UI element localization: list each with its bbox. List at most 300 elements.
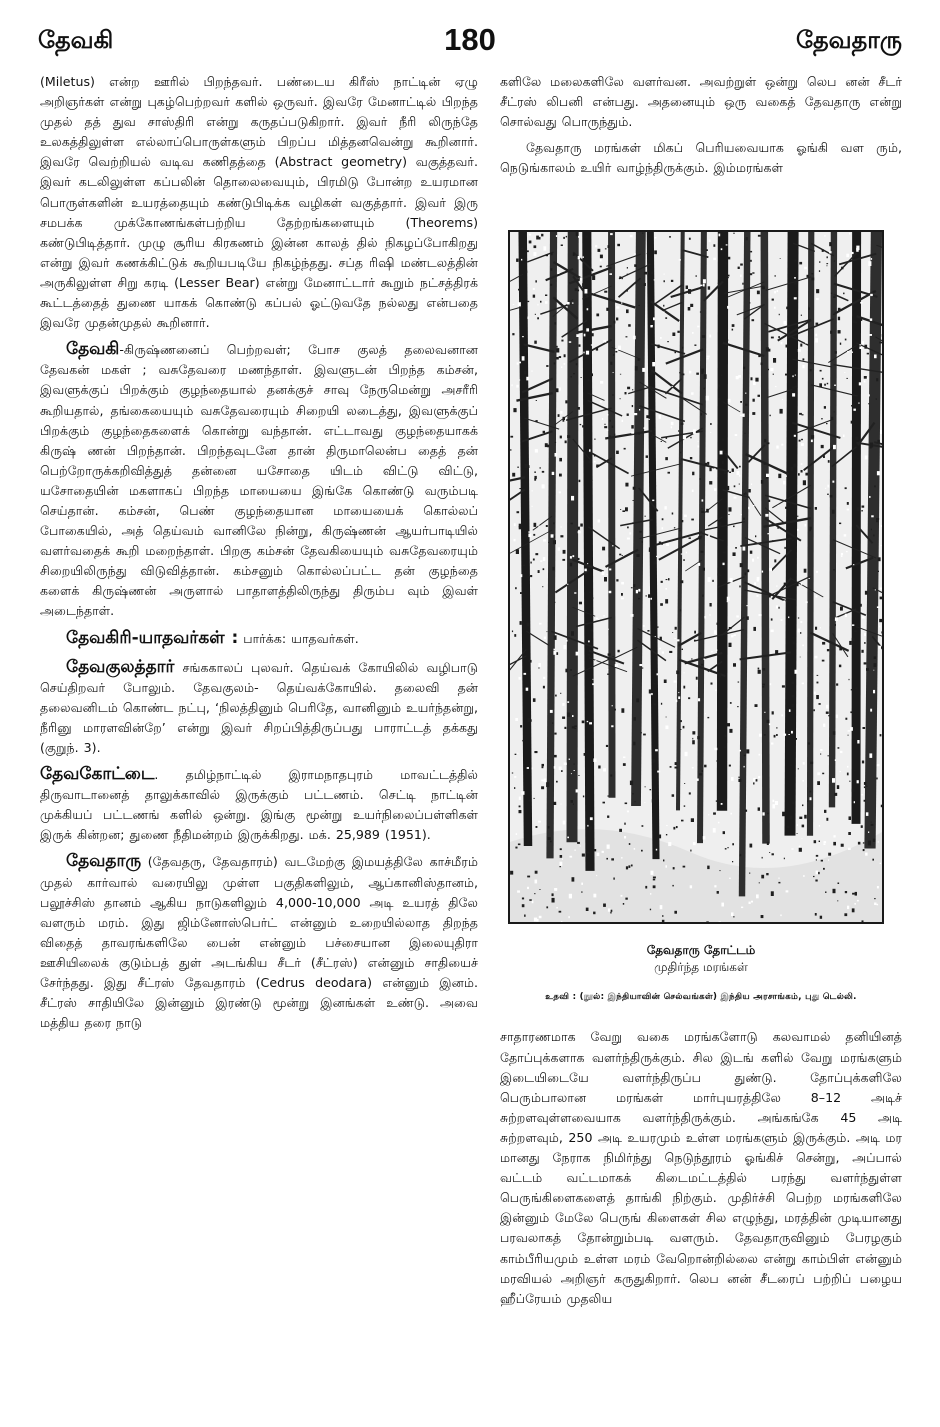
halftone-speckle: [721, 375, 723, 376]
halftone-speckle: [515, 718, 518, 721]
halftone-speckle: [530, 575, 532, 577]
halftone-speckle: [688, 290, 691, 295]
halftone-speckle: [552, 723, 553, 725]
halftone-speckle: [740, 415, 743, 417]
halftone-speckle: [598, 619, 599, 620]
halftone-speckle: [546, 525, 548, 527]
halftone-speckle: [746, 750, 749, 754]
halftone-speckle: [622, 511, 625, 513]
halftone-speckle: [856, 246, 859, 251]
halftone-speckle: [535, 314, 536, 315]
halftone-speckle: [804, 267, 807, 269]
halftone-speckle: [649, 419, 650, 420]
halftone-speckle: [832, 510, 835, 514]
halftone-speckle: [689, 538, 691, 540]
halftone-speckle: [669, 236, 671, 238]
halftone-speckle: [855, 595, 856, 596]
halftone-speckle: [794, 406, 795, 407]
halftone-speckle: [852, 789, 855, 792]
halftone-speckle: [796, 445, 797, 446]
halftone-speckle: [562, 704, 564, 707]
halftone-speckle: [741, 514, 742, 515]
halftone-speckle: [823, 724, 825, 727]
halftone-speckle: [598, 766, 600, 769]
halftone-speckle: [873, 670, 874, 671]
halftone-speckle: [582, 426, 585, 428]
halftone-speckle: [721, 249, 723, 251]
halftone-speckle: [538, 668, 539, 669]
halftone-speckle: [820, 628, 821, 629]
halftone-speckle: [604, 577, 607, 582]
halftone-speckle: [584, 569, 586, 572]
halftone-speckle: [752, 273, 754, 274]
halftone-speckle: [817, 782, 820, 786]
halftone-speckle: [641, 850, 643, 852]
entry-devagiri-body: பார்க்க: யாதவர்கள்.: [243, 630, 359, 646]
halftone-speckle: [865, 853, 868, 856]
halftone-speckle: [880, 597, 882, 600]
halftone-speckle: [731, 778, 734, 782]
halftone-speckle: [715, 690, 716, 692]
halftone-speckle: [524, 673, 527, 675]
halftone-speckle: [528, 532, 529, 534]
halftone-speckle: [752, 320, 755, 322]
halftone-speckle: [553, 541, 556, 545]
halftone-speckle: [733, 233, 734, 234]
halftone-speckle: [631, 426, 634, 430]
halftone-speckle: [764, 735, 766, 737]
halftone-speckle: [537, 318, 539, 320]
halftone-speckle: [555, 695, 557, 697]
halftone-speckle: [841, 556, 843, 558]
halftone-speckle: [681, 423, 684, 425]
halftone-speckle: [840, 607, 843, 611]
halftone-speckle: [758, 355, 761, 358]
halftone-speckle: [684, 806, 686, 807]
halftone-speckle: [831, 417, 833, 420]
halftone-speckle: [606, 308, 608, 311]
halftone-speckle: [634, 848, 635, 850]
halftone-speckle: [537, 304, 538, 306]
halftone-speckle: [800, 344, 802, 347]
halftone-speckle: [592, 679, 593, 680]
halftone-speckle: [857, 781, 859, 784]
halftone-speckle: [672, 795, 675, 798]
halftone-speckle: [561, 340, 563, 342]
halftone-speckle: [610, 775, 612, 777]
halftone-speckle: [692, 767, 694, 769]
halftone-speckle: [783, 481, 785, 485]
halftone-speckle: [612, 546, 614, 547]
halftone-speckle: [725, 452, 727, 454]
halftone-speckle: [608, 796, 609, 797]
halftone-speckle: [801, 444, 804, 447]
halftone-speckle: [572, 716, 574, 718]
halftone-speckle: [840, 771, 841, 772]
halftone-speckle: [682, 374, 685, 376]
halftone-speckle: [811, 440, 813, 443]
halftone-speckle: [512, 773, 513, 774]
halftone-speckle: [824, 384, 826, 386]
halftone-speckle: [835, 352, 837, 355]
halftone-speckle: [713, 258, 716, 260]
halftone-speckle: [769, 724, 771, 726]
halftone-speckle: [864, 381, 866, 383]
halftone-speckle: [732, 844, 734, 846]
halftone-speckle: [712, 580, 714, 582]
halftone-speckle: [864, 663, 867, 665]
halftone-speckle: [561, 804, 562, 805]
halftone-speckle: [682, 347, 684, 349]
halftone-speckle: [511, 385, 512, 387]
halftone-speckle: [722, 439, 723, 441]
page-number: 180: [444, 22, 496, 57]
halftone-speckle: [654, 280, 655, 281]
halftone-speckle: [876, 521, 878, 523]
halftone-speckle: [876, 778, 877, 780]
halftone-speckle: [802, 825, 805, 828]
halftone-speckle: [693, 430, 696, 435]
halftone-speckle: [876, 399, 877, 401]
halftone-speckle: [732, 329, 734, 331]
halftone-speckle: [605, 249, 607, 250]
halftone-speckle: [645, 787, 646, 788]
halftone-speckle: [870, 709, 872, 712]
halftone-speckle: [730, 813, 732, 815]
halftone-speckle: [833, 842, 836, 846]
halftone-speckle: [737, 706, 738, 707]
halftone-speckle: [670, 767, 672, 769]
halftone-speckle: [560, 855, 563, 858]
halftone-speckle: [742, 414, 744, 417]
halftone-speckle: [530, 562, 531, 564]
halftone-speckle: [666, 826, 668, 827]
halftone-speckle: [686, 286, 688, 290]
halftone-speckle: [520, 726, 522, 728]
halftone-speckle: [698, 563, 700, 566]
halftone-speckle: [654, 704, 657, 706]
halftone-speckle: [690, 437, 691, 438]
halftone-speckle: [546, 366, 548, 368]
halftone-speckle: [765, 514, 768, 517]
halftone-speckle: [692, 738, 693, 740]
halftone-speckle: [618, 650, 620, 653]
halftone-speckle: [563, 550, 566, 554]
halftone-speckle: [727, 848, 729, 849]
halftone-speckle: [664, 680, 667, 684]
halftone-speckle: [567, 702, 569, 704]
halftone-speckle: [543, 247, 546, 251]
halftone-speckle: [776, 446, 778, 449]
halftone-speckle: [820, 916, 822, 919]
halftone-speckle: [616, 349, 619, 351]
halftone-speckle: [859, 345, 861, 346]
halftone-speckle: [853, 565, 854, 566]
halftone-speckle: [519, 677, 521, 680]
halftone-speckle: [582, 721, 585, 724]
halftone-speckle: [874, 355, 877, 359]
halftone-speckle: [816, 298, 819, 300]
halftone-speckle: [521, 792, 524, 796]
halftone-speckle: [562, 717, 565, 719]
halftone-speckle: [792, 682, 794, 684]
halftone-speckle: [625, 392, 627, 394]
halftone-speckle: [659, 416, 661, 420]
halftone-speckle: [514, 777, 516, 779]
halftone-speckle: [600, 259, 602, 262]
halftone-speckle: [854, 802, 855, 804]
halftone-speckle: [644, 802, 645, 803]
halftone-speckle: [554, 323, 556, 325]
halftone-speckle: [839, 665, 841, 668]
halftone-speckle: [535, 871, 538, 874]
halftone-speckle: [866, 669, 869, 672]
halftone-speckle: [607, 674, 609, 675]
halftone-speckle: [661, 543, 663, 545]
halftone-speckle: [847, 378, 848, 379]
halftone-speckle: [737, 472, 740, 476]
halftone-speckle: [796, 738, 797, 740]
halftone-speckle: [752, 413, 755, 416]
halftone-speckle: [747, 570, 749, 573]
halftone-speckle: [533, 295, 535, 298]
caption-title: தேவதாரு தோட்டம்: [646, 943, 756, 958]
halftone-speckle: [683, 560, 685, 562]
halftone-speckle: [802, 780, 804, 782]
halftone-speckle: [745, 573, 747, 576]
halftone-speckle: [533, 559, 535, 561]
halftone-speckle: [606, 858, 608, 860]
halftone-speckle: [813, 876, 815, 877]
halftone-speckle: [567, 584, 569, 585]
halftone-speckle: [591, 629, 593, 632]
halftone-speckle: [666, 717, 667, 718]
halftone-speckle: [572, 878, 575, 882]
halftone-speckle: [764, 464, 766, 465]
halftone-speckle: [706, 250, 708, 252]
halftone-speckle: [613, 878, 614, 880]
halftone-speckle: [701, 509, 702, 510]
halftone-speckle: [628, 325, 631, 328]
halftone-speckle: [540, 301, 542, 303]
entry-devakulathar-headword: தேவகுலத்தார்: [66, 656, 175, 677]
halftone-speckle: [874, 664, 877, 668]
halftone-speckle: [571, 377, 572, 378]
halftone-speckle: [563, 246, 564, 247]
halftone-speckle: [805, 473, 808, 476]
halftone-speckle: [833, 836, 835, 838]
halftone-speckle: [701, 664, 703, 666]
halftone-speckle: [577, 842, 580, 844]
halftone-speckle: [559, 474, 562, 477]
entry-devagiri-yadavar: [40, 628, 478, 649]
halftone-speckle: [587, 309, 589, 311]
entry-devagiri-headword: தேவகிரி-யாதவர்கள் :: [66, 627, 239, 648]
halftone-speckle: [841, 844, 844, 847]
halftone-speckle: [588, 641, 590, 643]
halftone-speckle: [717, 891, 719, 894]
halftone-speckle: [860, 604, 862, 607]
halftone-speckle: [720, 451, 723, 455]
halftone-speckle: [841, 267, 843, 270]
right-column: [500, 72, 902, 1315]
halftone-speckle: [830, 495, 833, 498]
halftone-speckle: [591, 598, 593, 600]
halftone-speckle: [679, 373, 681, 374]
halftone-speckle: [515, 754, 517, 755]
halftone-speckle: [759, 754, 761, 756]
halftone-speckle: [655, 486, 656, 487]
halftone-speckle: [799, 846, 801, 848]
halftone-speckle: [776, 606, 778, 609]
halftone-speckle: [563, 417, 566, 420]
halftone-speckle: [820, 750, 822, 752]
halftone-speckle: [746, 238, 748, 241]
halftone-speckle: [749, 873, 750, 874]
halftone-speckle: [811, 436, 814, 440]
halftone-speckle: [604, 427, 607, 429]
halftone-speckle: [560, 849, 562, 851]
halftone-speckle: [595, 246, 597, 248]
halftone-speckle: [600, 255, 603, 259]
halftone-speckle: [578, 236, 579, 238]
halftone-speckle: [798, 629, 801, 633]
halftone-speckle: [522, 337, 524, 338]
halftone-speckle: [684, 673, 685, 674]
halftone-speckle: [732, 469, 734, 472]
halftone-speckle: [633, 585, 635, 588]
halftone-speckle: [564, 364, 566, 366]
halftone-speckle: [660, 637, 662, 641]
miletus-continuation-paragraph: (Miletus) என்ற ஊரில் பிறந்தவர். பண்டைய கிரீஸ் நாட்டின் ஏழு அறிஞர்கள் என்று புகழ்பெற்றவர் களில் ஒருவர். இவரே மேனாட்டில் பிறந்த முதல் தத் துவ சாஸ்திரி என்று கருதப்படுகிறார். இவர் நீரி லிருந்தே உலகத்திலுள்ள எல்லாப்பொருள்களும் பிறப்ப மித்தனவென்று கூறினார். இவரே வெற்றியல் வடிவ கணிதத்தை (Abstract geometry) வகுத்தவர். இவர் கடலிலுள்ள கப்பலின் தொலைவையும், பிரமிடு போன்ற உயரமான பொருள்களின் உயரத்தையும் கண்டுபிடிக்க வழிகள் வகுத்தார். இவர் இரு சமபக்க முக்கோணங்கள்பற்றிய தேற்றங்களையும் (Theorems) கண்டுபிடித்தார். முழு சூரிய கிரகணம் இன்ன காலத் தில் நிகழப்போகிறது என்று இவர் கணக்கிட்டுக் கூறியபடியே நிகழ்ந்தது. சப்த ரிஷி மண்டலத்தின் அருகிலுள்ள சிறு கரடி (Lesser Bear) என்று மேனாட்டார் கூறும் நட்சத்திரக் கூட்டத்தைத் துணை யாகக் கொண்டு கப்பல் ஓட்டுவதே நல்லது என்பதை இவரே முதன்முதல் கூறினார்.: [40, 74, 478, 331]
halftone-speckle: [693, 842, 696, 845]
halftone-speckle: [740, 264, 743, 266]
devadaru-grove-paragraph: சாதாரணமாக வேறு வகை மரங்களோடு கலவாமல் தனியினத் தோப்புக்களாக வளர்ந்திருக்கும். சில இடங் களில் வேறு மரங்களும் இடையிடையே வளர்ந்திருப்ப துண்டு. தோப்புக்களிலே பெரும்பாலான மரங்கள் மார்புயரத்திலே 8–12 அடிச் சுற்றளவுள்ளவையாக வளர்ந்திருக்கும். அங்கங்கே 45 அடி சுற்றளவும், 250 அடி உயரமும் உள்ள மரங்களும் இருக்கும். அடி மர மானது நேராக நிமிர்ந்து நெடுந்தூரம் ஓங்கிச் சென்று, அப்பால் வட்டம் வட்டமாகக் கிடைமட்டத்தில் பரந்து வளர்ந்துள்ள பெருங்கிளைகளைத் தாங்கி நிற்கும். முதிர்ச்சி பெற்ற மரங்களிலே இன்னும் மேலே பெருங் கிளைகள் சில எழுந்து, மரத்தின் முடியானது பரவலாகத் தோன்றும்படி வளரும். தேவதாருவினும் பேரழகும் காம்பீரியமும் உள்ள மரம் வேறொன்றில்லை என்று காம்பிள் என்னும் மரவியல் அறிஞர் கருதுகிறார். லெப னன் சீடரைப் பற்றிப் பழைய ஹீப்ரேயம் முதலிய: [500, 1029, 902, 1306]
halftone-speckle: [869, 497, 871, 499]
halftone-speckle: [867, 353, 869, 355]
halftone-speckle: [811, 273, 813, 275]
halftone-speckle: [816, 290, 819, 294]
halftone-speckle: [569, 342, 571, 344]
halftone-speckle: [543, 540, 546, 542]
halftone-speckle: [649, 690, 652, 694]
halftone-speckle: [834, 261, 835, 262]
halftone-speckle: [550, 710, 553, 713]
halftone-speckle: [561, 527, 562, 528]
halftone-speckle: [785, 374, 788, 376]
halftone-speckle: [707, 358, 710, 360]
halftone-speckle: [604, 291, 607, 293]
halftone-speckle: [633, 336, 636, 340]
halftone-speckle: [868, 395, 869, 397]
halftone-speckle: [728, 275, 730, 277]
halftone-speckle: [820, 754, 821, 755]
halftone-speckle: [660, 604, 663, 607]
halftone-speckle: [826, 423, 828, 424]
halftone-speckle: [788, 734, 790, 735]
halftone-speckle: [633, 501, 634, 502]
halftone-speckle: [743, 367, 745, 370]
halftone-speckle: [514, 788, 515, 790]
halftone-speckle: [555, 453, 558, 457]
halftone-speckle: [782, 812, 785, 817]
halftone-speckle: [704, 659, 705, 661]
halftone-speckle: [821, 419, 823, 420]
halftone-speckle: [703, 837, 706, 841]
halftone-speckle: [755, 378, 758, 382]
halftone-speckle: [554, 649, 556, 651]
halftone-speckle: [691, 393, 694, 396]
halftone-speckle: [793, 464, 796, 468]
halftone-speckle: [799, 262, 802, 265]
halftone-speckle: [849, 679, 850, 680]
halftone-speckle: [758, 395, 761, 397]
halftone-speckle: [660, 906, 663, 910]
halftone-speckle: [630, 781, 633, 786]
halftone-speckle: [560, 303, 562, 305]
halftone-speckle: [792, 696, 795, 698]
halftone-speckle: [816, 596, 818, 598]
halftone-speckle: [881, 526, 882, 528]
halftone-speckle: [859, 383, 861, 386]
halftone-speckle: [792, 376, 793, 378]
halftone-speckle: [671, 427, 672, 429]
halftone-speckle: [534, 472, 535, 474]
halftone-speckle: [822, 250, 824, 253]
halftone-speckle: [638, 359, 640, 361]
halftone-speckle: [563, 645, 566, 649]
halftone-speckle: [723, 563, 725, 565]
halftone-speckle: [616, 307, 619, 309]
halftone-speckle: [702, 500, 704, 502]
halftone-speckle: [738, 682, 740, 683]
halftone-speckle: [881, 805, 882, 808]
halftone-speckle: [767, 813, 768, 815]
halftone-speckle: [864, 376, 867, 379]
halftone-speckle: [799, 817, 802, 819]
halftone-speckle: [662, 519, 664, 521]
halftone-speckle: [683, 436, 686, 440]
halftone-speckle: [545, 295, 547, 297]
halftone-speckle: [879, 646, 881, 649]
halftone-speckle: [871, 824, 874, 826]
halftone-speckle: [730, 703, 732, 705]
halftone-speckle: [622, 556, 623, 557]
halftone-speckle: [665, 866, 667, 868]
halftone-speckle: [660, 337, 662, 339]
halftone-speckle: [786, 476, 787, 477]
halftone-speckle: [817, 682, 819, 684]
halftone-speckle: [705, 463, 707, 467]
caption-subtitle: முதிர்ந்த மரங்கள்: [654, 960, 748, 975]
halftone-speckle: [852, 625, 854, 627]
halftone-speckle: [561, 922, 563, 923]
halftone-speckle: [634, 254, 635, 256]
halftone-speckle: [745, 433, 746, 434]
halftone-speckle: [725, 849, 727, 850]
halftone-speckle: [777, 291, 779, 293]
halftone-speckle: [668, 579, 670, 581]
halftone-speckle: [806, 602, 808, 604]
halftone-speckle: [578, 256, 580, 259]
halftone-speckle: [814, 710, 815, 712]
halftone-speckle: [723, 552, 726, 554]
halftone-speckle: [731, 636, 733, 638]
halftone-speckle: [857, 900, 859, 902]
halftone-speckle: [826, 264, 828, 265]
halftone-speckle: [643, 626, 645, 628]
halftone-speckle: [642, 646, 643, 647]
